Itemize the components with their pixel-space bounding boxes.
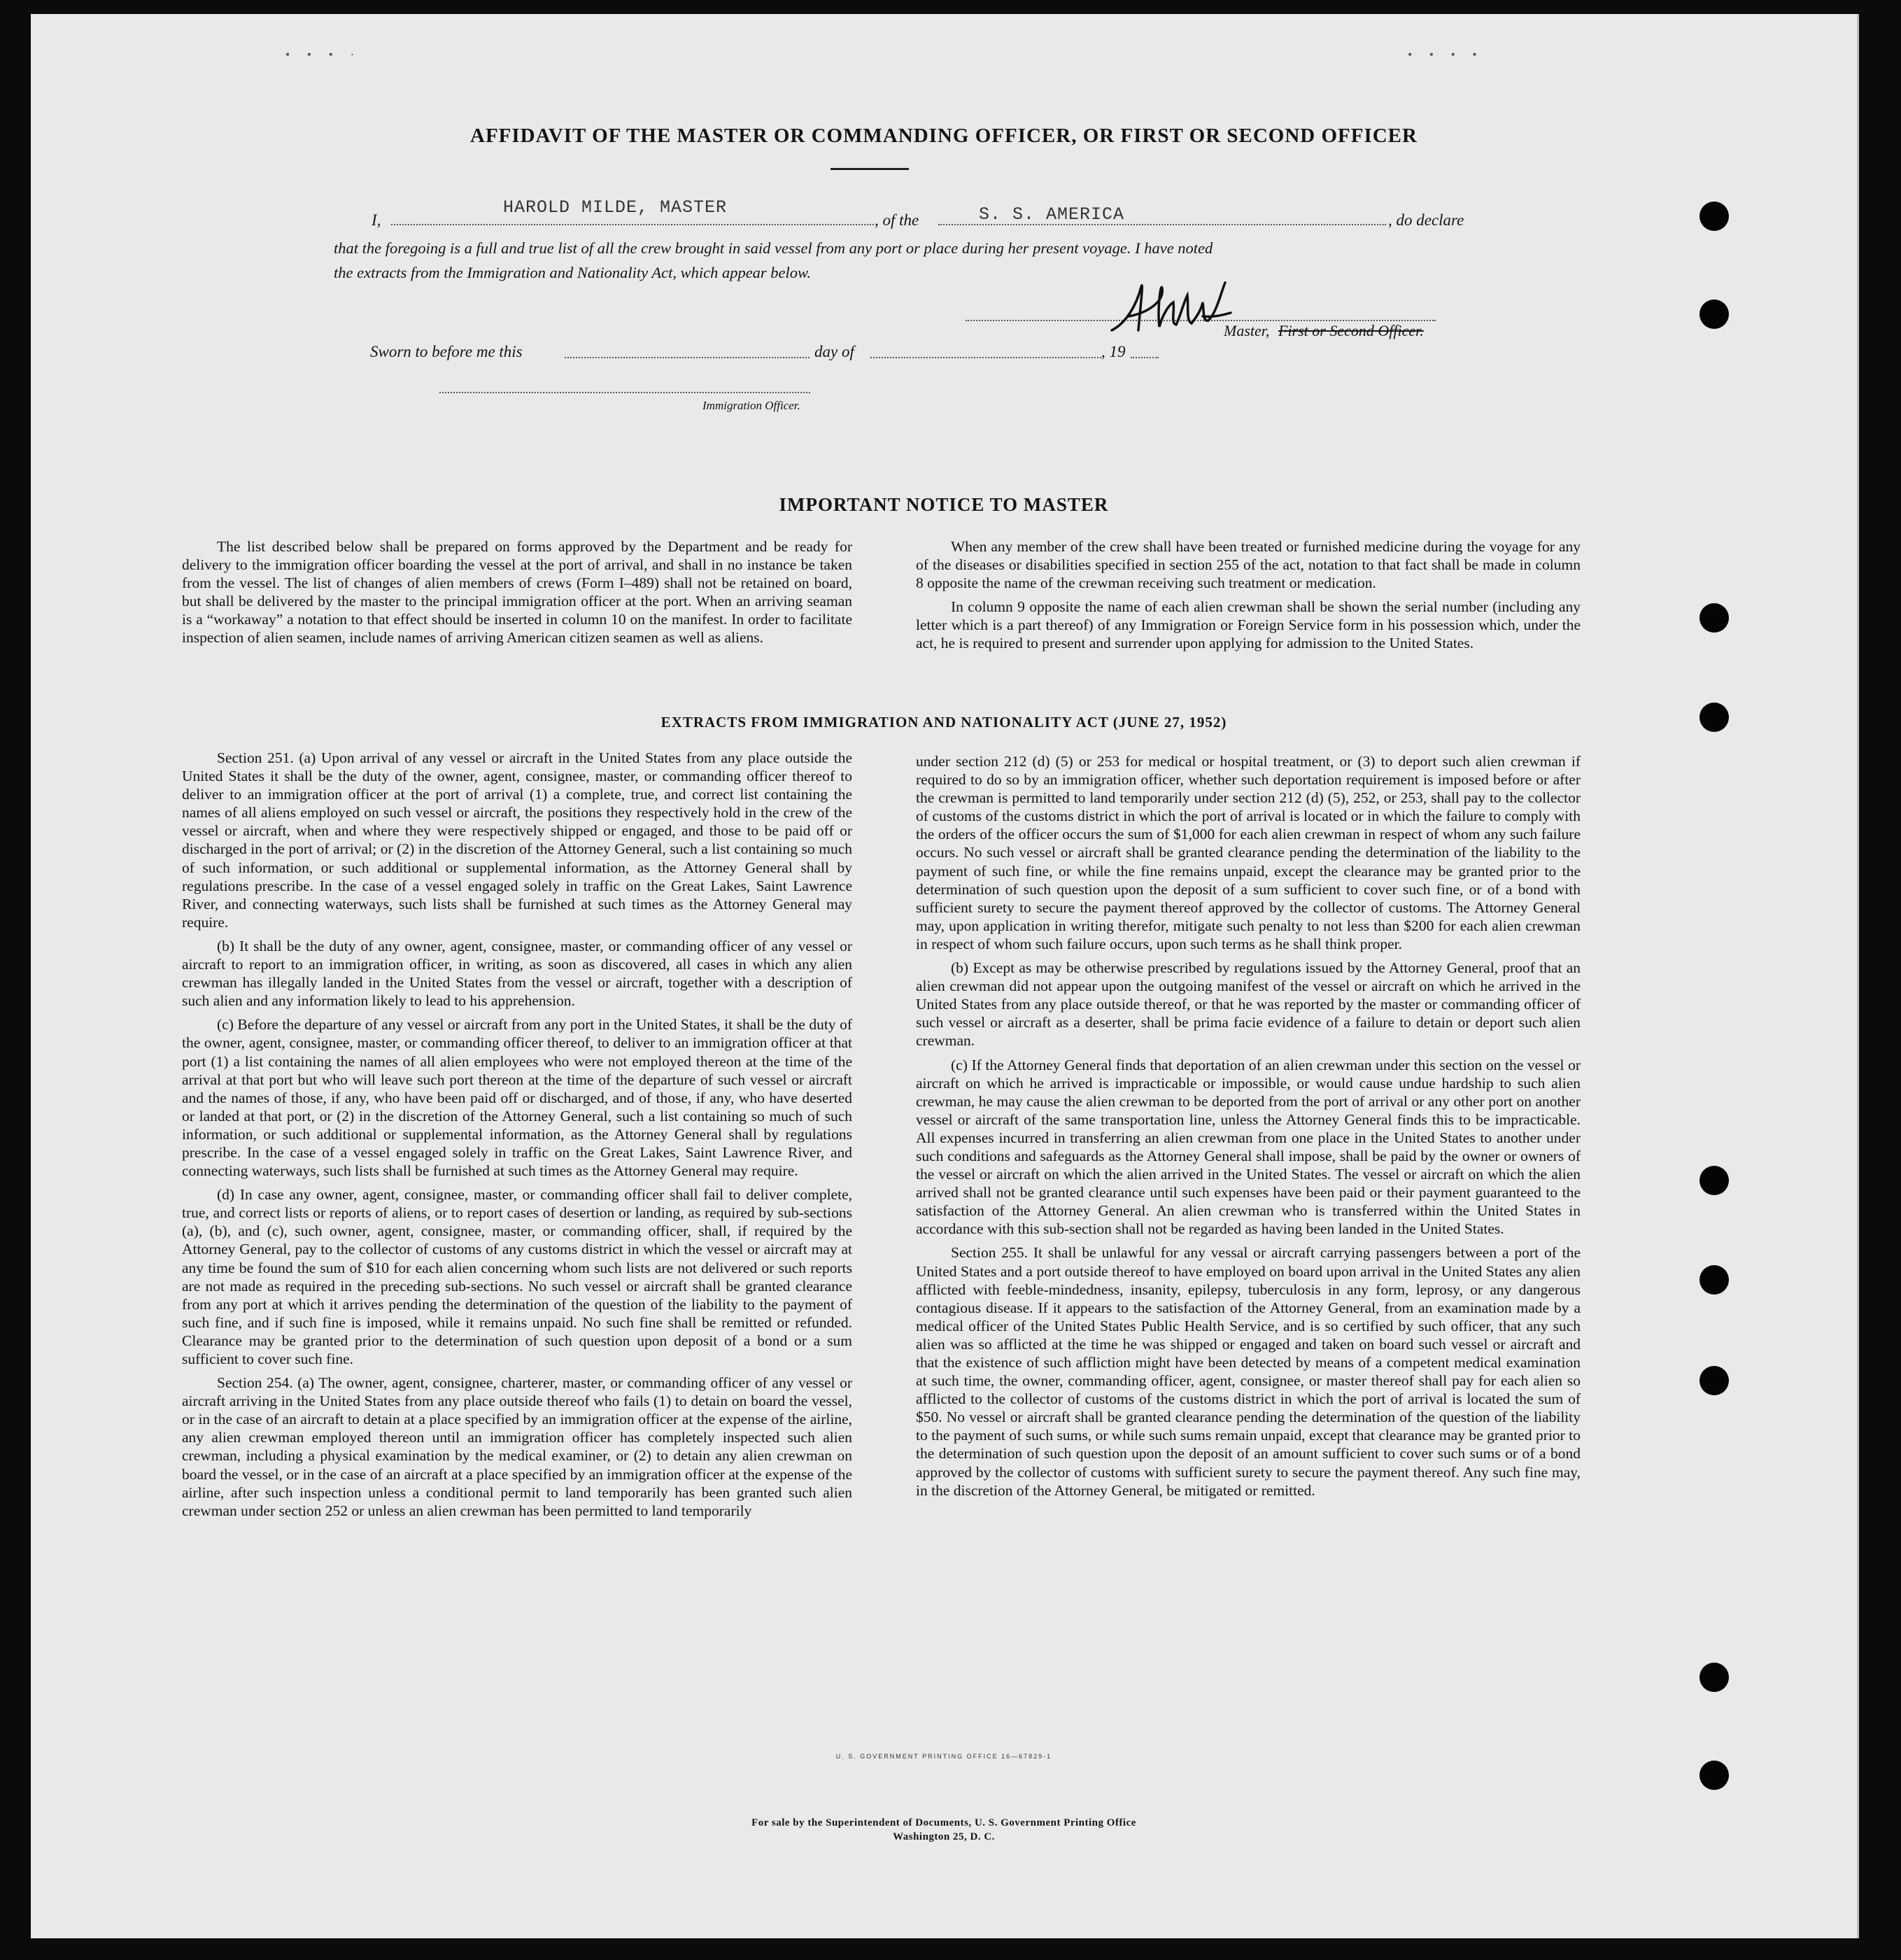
affidavit-title: AFFIDAVIT OF THE MASTER OR COMMANDING OFFICER, OR FIRST OR SECOND OFFICER — [470, 125, 1418, 147]
section-paragraph: (d) In case any owner, agent, consignee, master, or commanding officer shall fail to deliver complete, true, and correct lists or reports of aliens, or to report cases of desertion or landing, as required by sub-sections (a), (b), and (c), such owner, agent, consignee, master, or commanding officer, shall, if required by the Attorney General, pay to the collector of customs of any customs district in which the vessel or aircraft may at any time be found the sum of $10 for each alien concerning whom such lists are not delivered or such reports are not made as required in the preceding sub-sections. No such vessel or aircraft shall be granted clearance from any port at which it arrives pending the determination of the question of the liability to the payment of such fine, and if such fine is imposed, while it remains unpaid. No such fine shall be remitted or refunded. Clearance may be granted prior to the determination of such question upon deposit of a bond or a sum sufficient to cover such fine. — [182, 1186, 852, 1367]
master-label: Master, — [1224, 322, 1270, 339]
do-declare-label: , do declare — [1388, 211, 1464, 229]
vessel-name-typed: S. S. AMERICA — [979, 204, 1125, 225]
punch-hole — [1699, 1366, 1729, 1395]
master-signature — [1098, 274, 1245, 344]
sworn-date-line — [565, 357, 810, 358]
extracts-right-column — [916, 752, 1581, 1505]
notice-left-paragraph: The list described below shall be prepared on forms approved by the Department and be ready for delivery to the immigration officer boarding the vessel at the port of arrival, and shall in no instance be taken from the vessel. The list of changes of alien members of crews (Form I–489) shall not be retained on board, but shall be delivered by the master to the principal immigration officer at the port. When an arriving seaman is a “workaway” a notation to that effect should be inserted in column 10 on the manifest. In order to facilitate inspection of alien seamen, include names of arriving American citizen seamen as well as aliens. — [182, 538, 852, 647]
section-paragraph: (b) It shall be the duty of any owner, agent, consignee, master, or commanding officer of any vessel or aircraft to report to an immigration officer, in writing, as soon as discovered, all cases in which any alien crewman has illegally landed in the United States from the vessel or aircraft, together with a description of such alien and any information likely to lead to his apprehension. — [182, 937, 852, 1010]
sale-notice — [31, 1816, 1857, 1844]
scan-specks-right: • • • • — [1408, 48, 1484, 62]
section-paragraph: Section 251. (a) Upon arrival of any vessel or aircraft in the United States from any place outside the United States it shall be the duty of the owner, agent, consignee, master, or commanding officer thereof to deliver to an immigration officer at the port of arrival (1) a complete, true, and correct list containing the names of all aliens employed on such vessel or aircraft, the positions they respectively hold in the crew of the vessel or aircraft, when and where they were respectively shipped or engaged, and those to be paid off or discharged in the port of arrival; or (2) in the discretion of the Attorney General, such a list containing so much of such information, or such additional or supplemental information, as the Attorney General shall by regulations prescribe. In the case of a vessel engaged solely in traffic on the Great Lakes, Saint Lawrence River, and connecting waterways, such lists shall be furnished at such times as the Attorney General may require. — [182, 749, 852, 931]
day-of-label: day of — [814, 343, 854, 360]
sworn-label: Sworn to before me this — [370, 343, 523, 360]
notice-left-column — [182, 537, 852, 653]
extracts-left-column — [182, 749, 852, 1525]
notice-right-paragraph: When any member of the crew shall have been treated or furnished medicine during the voyage for any of the diseases or disabilities specified in section 255 of the act, notation to that fact shall be made in column 8 opposite the name of the crewman receiving such treatment or medication. — [916, 538, 1581, 592]
section-paragraph: under section 212 (d) (5) or 253 for medical or hospital treatment, or (3) to deport such alien crewman if required to do so by an immigration officer, whether such deportation requirement is imposed before or after the crewman is permitted to land temporarily under section 212 (d) (5), 252, or 253, shall pay to the collector of customs of the customs district in which the port of arrival is located or in which the failure to comply with the orders of the officer occurs the sum of $1,000 for each alien crewman in respect of whom any such failure occurs. No such vessel or aircraft shall be granted clearance pending the determination of the liability to the payment of such fine, or while the fine remains unpaid, except the clearance may be granted prior to the determination of such question upon the deposit of a sum sufficient to cover such fine, or of a bond with sufficient surety to secure the payment thereof approved by the collector of customs. The Attorney General may, upon application in writing therefor, mitigate such penalty to not less than $200 for each alien crewman in respect of whom such failure occurs, upon such terms as he shall think proper. — [916, 753, 1581, 952]
month-line — [870, 357, 1101, 358]
punch-hole — [1699, 1761, 1729, 1790]
year-line — [1131, 357, 1159, 358]
sale-line-2: Washington 25, D. C. — [893, 1831, 995, 1842]
struck-officer-label: First or Second Officer. — [1278, 322, 1424, 339]
notice-right-paragraph: In column 9 opposite the name of each alien crewman shall be shown the serial number (including any letter which is a part thereof) of any Immigration or Foreign Service form in his possession which, under the act, he is required to present and surrender upon applying for admission to the United States. — [916, 598, 1581, 652]
section-paragraph: (b) Except as may be otherwise prescribed by regulations issued by the Attorney General, proof that an alien crewman did not appear upon the outgoing manifest of the vessel or aircraft on which he arrived in the United States from any place outside thereof, or that he was reported by the master or commanding officer of such vessel or aircraft as a deserter, shall be prima facie evidence of a failure to detain or deport such alien crewman. — [916, 959, 1581, 1050]
year-label: , 19 — [1101, 343, 1126, 360]
affidavit-pronoun: I, — [372, 211, 381, 229]
section-paragraph: (c) If the Attorney General finds that deportation of an alien crewman under this section on the vessel or aircraft on which he arrived is impracticable or impossible, or would cause undue hardship to such alien crewman, he may cause the alien crewman to be deported from the port of arrival or any other port on another vessel or aircraft of the same transportation line, unless the Attorney General finds this to be impracticable. All expenses incurred in transferring an alien crewman from one place in the United States to another under such conditions and safeguards as the Attorney General shall impose, shall be paid by the owner or owners of the vessel or aircraft on which the alien arrived in the United States. The vessel or aircraft on which the alien arrived shall not be granted clearance until such expenses have been paid or their payment guaranteed to the satisfaction of the Attorney General. An alien crewman who is transferred within the United States in accordance with this sub-section shall not be regarded as having been landed in the United States. — [916, 1056, 1581, 1238]
master-name-typed: HAROLD MILDE, MASTER — [503, 197, 728, 218]
declaration-line-1: that the foregoing is a full and true list of all the crew brought in said vessel from any port or place during her present voyage. I have noted — [334, 239, 1213, 257]
notice-title: IMPORTANT NOTICE TO MASTER — [779, 494, 1109, 515]
section-paragraph: Section 254. (a) The owner, agent, consignee, charterer, master, or commanding officer of any vessel or aircraft arriving in the United States from any place outside thereof who fails (1) to detain on board the vessel, or in the case of an aircraft to detain at a place specified by an immigration officer at the expense of the airline, any alien crewman employed thereon until an immigration officer has completely inspected such alien crewman, including a physical examination by the medical examiner, or (2) to detain any alien crewman on board the vessel, or in the case of an aircraft at a place specified by an immigration officer at the expense of the airline, after such inspection unless a conditional permit to land temporarily has been granted such alien crewman under section 252 or unless an alien crewman has been permitted to land temporarily — [182, 1374, 852, 1519]
punch-hole — [1699, 202, 1729, 231]
name-field-line — [391, 224, 874, 225]
extracts-title: EXTRACTS FROM IMMIGRATION AND NATIONALITY ACT (JUNE 27, 1952) — [660, 714, 1227, 731]
punch-hole — [1699, 1663, 1729, 1692]
punch-hole — [1699, 603, 1729, 633]
declaration-line-2: the extracts from the Immigration and Nationality Act, which appear below. — [334, 264, 812, 281]
section-paragraph: Section 255. It shall be unlawful for any vessal or aircraft carrying passengers between a port of the United States and a port outside thereof to have employed on board upon arrival in the United States any alien afflicted with feeble-mindedness, insanity, epilepsy, tuberculosis in any form, leprosy, or any dangerous contagious disease. If it appears to the satisfaction of the Attorney General, from an examination made by a medical officer of the United States Public Health Service, and is so certified by such officer, that any such alien was so afflicted at the time he was shipped or engaged and taken on board such vessel or aircraft and that the existence of such affliction might have been detected by means of a competent medical examination at such time, the owner, commanding officer, agent, consignee, or master thereof shall pay for each alien so afflicted to the collector of customs of the customs district in which the port of arrival is located the sum of $50. No vessel or aircraft shall be granted clearance pending the determination of the question of the liability to the payment of such sums, or while such sums remain unpaid, except that clearance may be granted prior to the determination of such question upon the deposit of an amount sufficient to cover such sums or of a bond approved by the collector of customs with sufficient surety to secure the payment thereof. Any such fine may, in the discretion of the Attorney General, be mitigated or remitted. — [916, 1244, 1581, 1499]
immigration-officer-label: Immigration Officer. — [702, 399, 800, 412]
notice-right-column — [916, 537, 1581, 658]
punch-hole — [1699, 1265, 1729, 1295]
officer-signature-line — [439, 392, 810, 393]
scan-specks-left: • • • · — [285, 48, 362, 62]
title-rule — [831, 168, 909, 170]
punch-hole — [1699, 299, 1729, 329]
printing-office-line: U. S. GOVERNMENT PRINTING OFFICE 16—67829-1 — [835, 1753, 1052, 1760]
punch-hole — [1699, 1166, 1729, 1195]
section-paragraph: (c) Before the departure of any vessel or aircraft from any port in the United States, it shall be the duty of the owner, agent, consignee, master, or commanding officer thereof, to deliver to an immigration officer at that port (1) a list containing the names of all alien employees who were not employed thereon at the time of the arrival at that port but who will leave such port thereon at the time of the departure of such vessel or aircraft and the names of those, if any, who have been paid off or discharged, and of those, if any, who have deserted or landed at that port, or (2) in the discretion of the Attorney General, such a list containing so much of such information, or such additional or supplemental information, as the Attorney General shall by regulations prescribe. In the case of a vessel engaged solely in traffic on the Great Lakes, Saint Lawrence River, and connecting waterways, such lists shall be furnished at such times as the Attorney General may require. — [182, 1016, 852, 1180]
document-page — [31, 14, 1859, 1938]
sale-line-1: For sale by the Superintendent of Documents, U. S. Government Printing Office — [751, 1817, 1136, 1828]
of-the-label: , of the — [875, 211, 919, 229]
